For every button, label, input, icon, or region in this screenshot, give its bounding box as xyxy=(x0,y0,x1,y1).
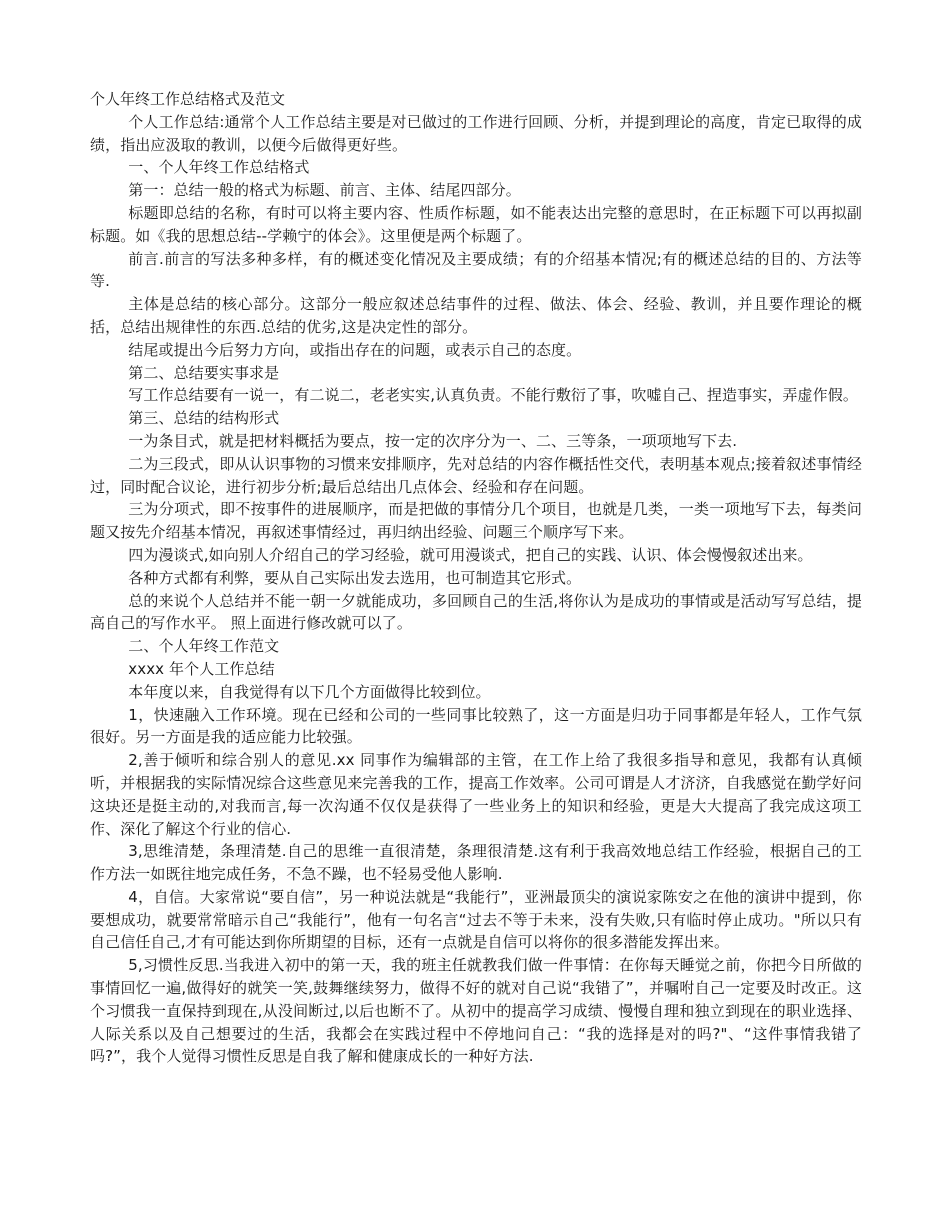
paragraph: 4，自信。大家常说“要自信”，另一种说法就是“我能行”，亚洲最顶尖的演说家陈安之在他的演讲中提到，你要想成功，就要常常暗示自己“我能行”，他有一句名言“过去不等于未来，没有失败,只有临时停止成功。"所以只有自己信任自己,才有可能达到你所期望的目标，还有一点就是自信可以将你的很多潜能发挥出来。 xyxy=(90,887,862,952)
paragraph: 一为条目式，就是把材料概括为要点，按一定的次序分为一、二、三等条，一项项地写下去. xyxy=(128,431,738,450)
paragraph: 各种方式都有利弊，要从自己实际出发去选用，也可制造其它形式。 xyxy=(128,568,582,587)
document-body xyxy=(90,111,862,1068)
paragraph: 第三、总结的结构形式 xyxy=(128,409,280,428)
paragraph: 第一：总结一般的格式为标题、前言、主体、结尾四部分。 xyxy=(128,181,521,200)
paragraph: 1，快速融入工作环境。现在已经和公司的一些同事比较熟了，这一方面是归功于同事都是年轻人，工作气氛很好。另一方面是我的适应能力比较强。 xyxy=(90,705,862,747)
document-page xyxy=(90,88,862,1068)
paragraph: 本年度以来，自我觉得有以下几个方面做得比较到位。 xyxy=(128,682,491,701)
paragraph: xxxx 年个人工作总结 xyxy=(128,659,275,678)
paragraph: 一、个人年终工作总结格式 xyxy=(128,158,310,177)
paragraph: 第二、总结要实事求是 xyxy=(128,363,280,382)
paragraph: 总的来说个人总结并不能一朝一夕就能成功，多回顾自己的生活,将你认为是成功的事情或是活动写写总结，提高自己的写作水平。 照上面进行修改就可以了。 xyxy=(90,591,862,633)
paragraph: 前言.前言的写法多种多样，有的概述变化情况及主要成绩；有的介绍基本情况;有的概述总结的目的、方法等等. xyxy=(90,249,862,291)
paragraph: 四为漫谈式,如向别人介绍自己的学习经验，就可用漫谈式，把自己的实践、认识、体会慢慢叙述出来。 xyxy=(128,545,813,564)
paragraph: 标题即总结的名称，有时可以将主要内容、性质作标题，如不能表达出完整的意思时，在正标题下可以再拟副标题。如《我的思想总结--学赖宁的体会》。这里便是两个标题了。 xyxy=(90,203,862,245)
paragraph: 2,善于倾听和综合别人的意见.xx 同事作为编辑部的主管，在工作上给了我很多指导和意见，我都有认真倾听，并根据我的实际情况综合这些意见来完善我的工作，提高工作效率。公司可谓是人才济济，自我感觉在勤学好问这块还是挺主动的,对我而言,每一次沟通不仅仅是获得了一些业务上的知识和经验，更是大大提高了我完成这项工作、深化了解这个行业的信心. xyxy=(90,751,862,838)
paragraph: 二、个人年终工作范文 xyxy=(128,637,280,656)
paragraph: 主体是总结的核心部分。这部分一般应叙述总结事件的过程、做法、体会、经验、教训，并且要作理论的概括，总结出规律性的东西.总结的优劣,这是决定性的部分。 xyxy=(90,295,862,336)
paragraph: 个人工作总结:通常个人工作总结主要是对已做过的工作进行回顾、分析，并提到理论的高度，肯定已取得的成绩，指出应汲取的教训，以便今后做得更好些。 xyxy=(90,112,862,154)
paragraph: 3,思维清楚，条理清楚.自己的思维一直很清楚，条理很清楚.这有利于我高效地总结工作经验，根据自己的工作方法一如既往地完成任务，不急不躁，也不轻易受他人影响. xyxy=(90,842,862,884)
paragraph: 结尾或提出今后努力方向，或指出存在的问题，或表示自己的态度。 xyxy=(128,340,582,359)
document-title: 个人年终工作总结格式及范文 xyxy=(90,90,286,108)
paragraph: 写工作总结要有一说一，有二说二，老老实实,认真负责。不能行敷衍了事，吹嘘自己、捏造事实，弄虚作假。 xyxy=(128,386,858,405)
paragraph: 二为三段式，即从认识事物的习惯来安排顺序，先对总结的内容作概括性交代，表明基本观点;接着叙述事情经过，同时配合议论，进行初步分析;最后总结出几点体会、经验和存在问题。 xyxy=(90,454,862,496)
paragraph: 三为分项式，即不按事件的进展顺序，而是把做的事情分几个项目，也就是几类，一类一项地写下去，每类问题又按先介绍基本情况，再叙述事情经过，再归纳出经验、问题三个顺序写下来。 xyxy=(90,500,862,542)
paragraph: 5,习惯性反思.当我进入初中的第一天，我的班主任就教我们做一件事情：在你每天睡觉之前，你把今日所做的事情回忆一遍,做得好的就笑一笑,鼓舞继续努力，做得不好的就对自己说“我错了”，并嘱咐自己一定要及时改正。这个习惯我一直保持到现在,从没间断过,以后也断不了。从初中的提高学习成绩、慢慢自理和独立到现在的职业选择、人际关系以及自己想要过的生活，我都会在实践过程中不停地问自己：“我的选择是对的吗?"、“这件事情我错了吗?”，我个人觉得习惯性反思是自我了解和健康成长的一种好方法. xyxy=(90,956,862,1066)
